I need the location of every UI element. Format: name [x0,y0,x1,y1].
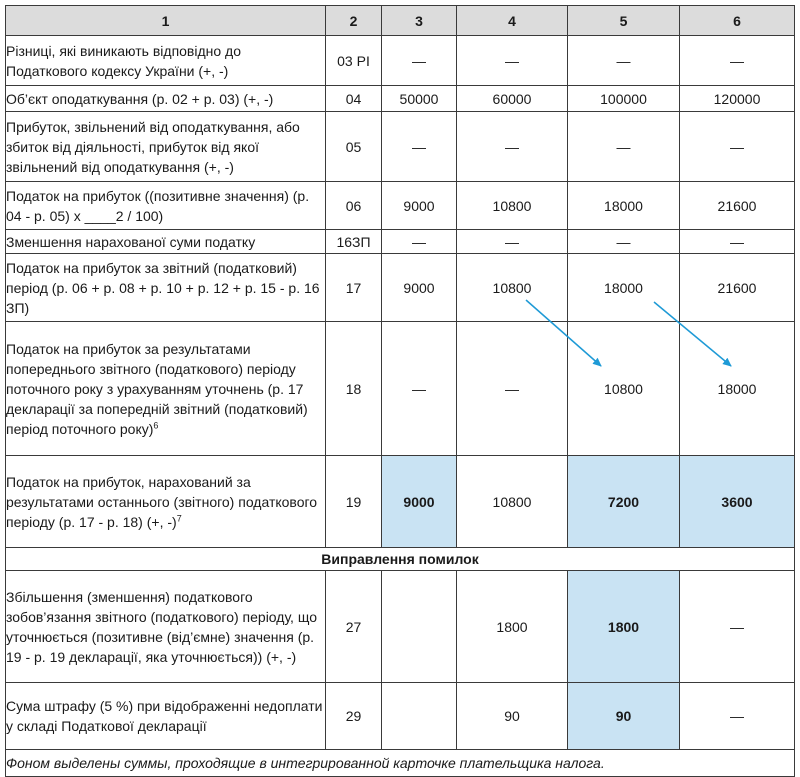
row-description: Зменшення нарахованої суми податку [6,230,326,254]
cell-col6: 21600 [680,254,795,322]
row-code: 05 [326,112,382,182]
cell-col3-highlighted: 9000 [382,456,457,548]
section-row [6,548,795,571]
row-code: 06 [326,182,382,230]
tax-declaration-table [5,5,795,777]
table-row [6,36,795,86]
cell-col5-highlighted: 1800 [568,571,680,683]
cell-col5: — [568,112,680,182]
cell-col6: 18000 [680,322,795,456]
row-description: Податок на прибуток за звітний (податковий) період (р. 06 + р. 08 + р. 10 + р. 12 + р. 15 - р. 16 ЗП) [6,254,326,322]
table-row [6,230,795,254]
cell-col6: — [680,683,795,750]
cell-col3: — [382,322,457,456]
row-code: 29 [326,683,382,750]
table-row [6,182,795,230]
row-code: 03 РІ [326,36,382,86]
cell-col6: — [680,571,795,683]
header-row [6,6,795,36]
cell-col4: — [457,112,568,182]
cell-col5: 18000 [568,254,680,322]
footnote-ref: 7 [176,512,182,523]
cell-col4: 10800 [457,254,568,322]
table-row [6,683,795,750]
cell-col3 [382,571,457,683]
row-description: Різниці, які виникають відповідно до Податкового кодексу України (+, -) [6,36,326,86]
cell-col3: — [382,230,457,254]
row-code: 18 [326,322,382,456]
cell-col4: 1800 [457,571,568,683]
row-code: 27 [326,571,382,683]
row-code: 16ЗП [326,230,382,254]
col-header-5: 5 [568,6,680,36]
cell-col4: 10800 [457,456,568,548]
cell-col6: 21600 [680,182,795,230]
row-description: Збільшення (зменшення) податкового зобов’язання звітного (податкового) періоду, що уточнюється (позитивне (від’ємне) значення (р. 19 - р. 19 декларації, яка уточнюється)) (+, -) [6,571,326,683]
cell-col3 [382,683,457,750]
row-code: 04 [326,86,382,112]
footnote-row [6,750,795,777]
cell-col4: — [457,36,568,86]
cell-col6-highlighted: 3600 [680,456,795,548]
cell-col3: 50000 [382,86,457,112]
cell-col5: 10800 [568,322,680,456]
col-header-4: 4 [457,6,568,36]
cell-col3: — [382,112,457,182]
cell-col5: 18000 [568,182,680,230]
col-header-1: 1 [6,6,326,36]
section-title: Виправлення помилок [6,548,795,571]
cell-col4: 90 [457,683,568,750]
cell-col5-highlighted: 90 [568,683,680,750]
row-description: Сума штрафу (5 %) при відображенні недоплати у складі Податкової декларації [6,683,326,750]
table-row [6,322,795,456]
cell-col3: — [382,36,457,86]
row-description: Прибуток, звільнений від оподаткування, або збиток від діяльності, прибуток від якої звільнений від оподаткування (+, -) [6,112,326,182]
table-row [6,456,795,548]
row-description [6,322,326,456]
col-header-2: 2 [326,6,382,36]
cell-col6: — [680,230,795,254]
footnote-ref: 6 [153,419,159,430]
table-row [6,254,795,322]
cell-col4: — [457,230,568,254]
row-description: Об’єкт оподаткування (р. 02 + р. 03) (+, -) [6,86,326,112]
cell-col3: 9000 [382,182,457,230]
row-code: 17 [326,254,382,322]
table-row [6,86,795,112]
table-row [6,571,795,683]
row-description-text: Податок на прибуток за результатами попереднього звітного (податкового) періоду поточного року з урахуванням уточнень (р. 17 декларації за попередній звітний (податковий) період поточного року) [6,340,308,437]
cell-col4: 10800 [457,182,568,230]
cell-col5: — [568,230,680,254]
footnote-text: Фоном выделены суммы, проходящие в интегрированной карточке плательщика налога. [6,750,795,777]
row-code: 19 [326,456,382,548]
cell-col6: — [680,112,795,182]
cell-col6: — [680,36,795,86]
row-description: Податок на прибуток ((позитивне значення) (р. 04 - р. 05) х ____2 / 100) [6,182,326,230]
cell-col5: 100000 [568,86,680,112]
cell-col5: — [568,36,680,86]
cell-col3: 9000 [382,254,457,322]
cell-col6: 120000 [680,86,795,112]
table-row [6,112,795,182]
row-description-text: Податок на прибуток, нарахований за результатами останнього (звітного) податкового періоду (р. 17 - р. 18) (+, -) [6,473,318,530]
cell-col5-highlighted: 7200 [568,456,680,548]
col-header-3: 3 [382,6,457,36]
cell-col4: 60000 [457,86,568,112]
cell-col4: — [457,322,568,456]
col-header-6: 6 [680,6,795,36]
row-description [6,456,326,548]
